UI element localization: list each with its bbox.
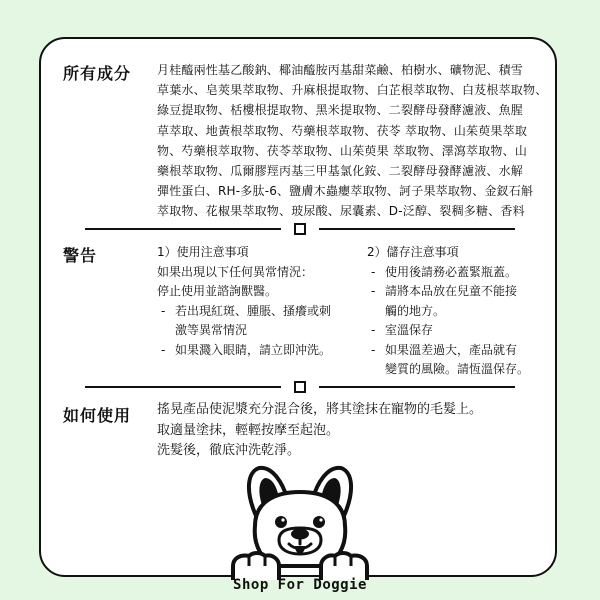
list-item: - 請將本品放在兒童不能接	[371, 284, 518, 298]
divider-square-icon	[294, 381, 306, 393]
list-item-continued: 觸的地方。	[385, 303, 446, 318]
warning-label: 警告	[63, 246, 98, 265]
usage-notes-intro: 如果出現以下任何異常情況：	[157, 264, 314, 279]
list-item-continued: 變質的風險。請恆溫保存。	[385, 362, 530, 376]
usage-line: 搖晃產品使泥漿充分混合後，將其塗抹在寵物的毛髮上。	[157, 402, 483, 417]
usage-notes-heading: 1）使用注意事項	[157, 245, 249, 259]
usage-notes	[157, 243, 357, 360]
usage-line: 取適量塗抹，輕輕按摩至起泡。	[157, 422, 340, 438]
ingredients-line: 彈性蛋白、RH-多肽-6、鹽膚木蟲癭萃取物、訶子果萃取物、金釵石斛	[157, 184, 534, 199]
storage-notes-heading: 2）儲存注意事項	[367, 245, 459, 259]
ingredients-line: 月桂醯兩性基乙酸鈉、椰油醯胺丙基甜菜鹼、柏樹水、礦物泥、積雪	[157, 63, 524, 77]
divider-square-icon	[294, 223, 306, 235]
list-item: - 室溫保存	[371, 323, 434, 337]
section-divider	[85, 381, 515, 393]
usage-text	[157, 400, 482, 462]
ingredients-line: 藥根萃取物、瓜爾膠羥丙基三甲基氯化銨、二裂酵母發酵濾液、水解	[157, 164, 524, 179]
usage-line: 洗髮後，徹底沖洗乾淨。	[157, 443, 301, 458]
usage-label: 如何使用	[63, 406, 132, 425]
list-item: - 如果溫差過大，產品就有	[371, 342, 518, 357]
ingredients-line: 草葉水、皂莢果萃取物、升麻根提取物、白芷根萃取物、白芨根萃取物、	[157, 83, 548, 98]
brand-logo-text: Shop For Doggie	[233, 577, 367, 593]
list-item-continued: 激等異常情況	[175, 323, 248, 337]
list-item: - 如果濺入眼睛，請立即沖洗。	[161, 342, 332, 357]
list-item: - 使用後請務必蓋緊瓶蓋。	[371, 264, 518, 279]
ingredients-line: 物、芍藥根萃取物、茯苓萃取物、山茱萸果 萃取物、澤瀉萃取物、山	[157, 143, 528, 158]
list-item: - 若出現紅斑、腫脹、搔癢或刺	[161, 303, 332, 318]
ingredients-text	[157, 60, 549, 222]
usage-notes-intro: 停止使用並諮詢獸醫。	[157, 284, 278, 298]
section-divider	[85, 223, 515, 235]
ingredients-line: 萃取物、花椒果萃取物、玻尿酸、尿囊素、D-泛醇、裂稠多糖、香料	[157, 204, 525, 219]
ingredients-line: 草萃取、地黃根萃取物、芍藥根萃取物、茯苓 萃取物、山茱萸果萃取	[157, 123, 528, 138]
french-bulldog-icon	[225, 462, 375, 580]
storage-notes	[367, 243, 557, 380]
ingredients-label: 所有成分	[63, 64, 132, 83]
ingredients-line: 綠豆提取物、栝樓根提取物、黑米提取物、二裂酵母發酵濾液、魚腥	[157, 103, 524, 118]
